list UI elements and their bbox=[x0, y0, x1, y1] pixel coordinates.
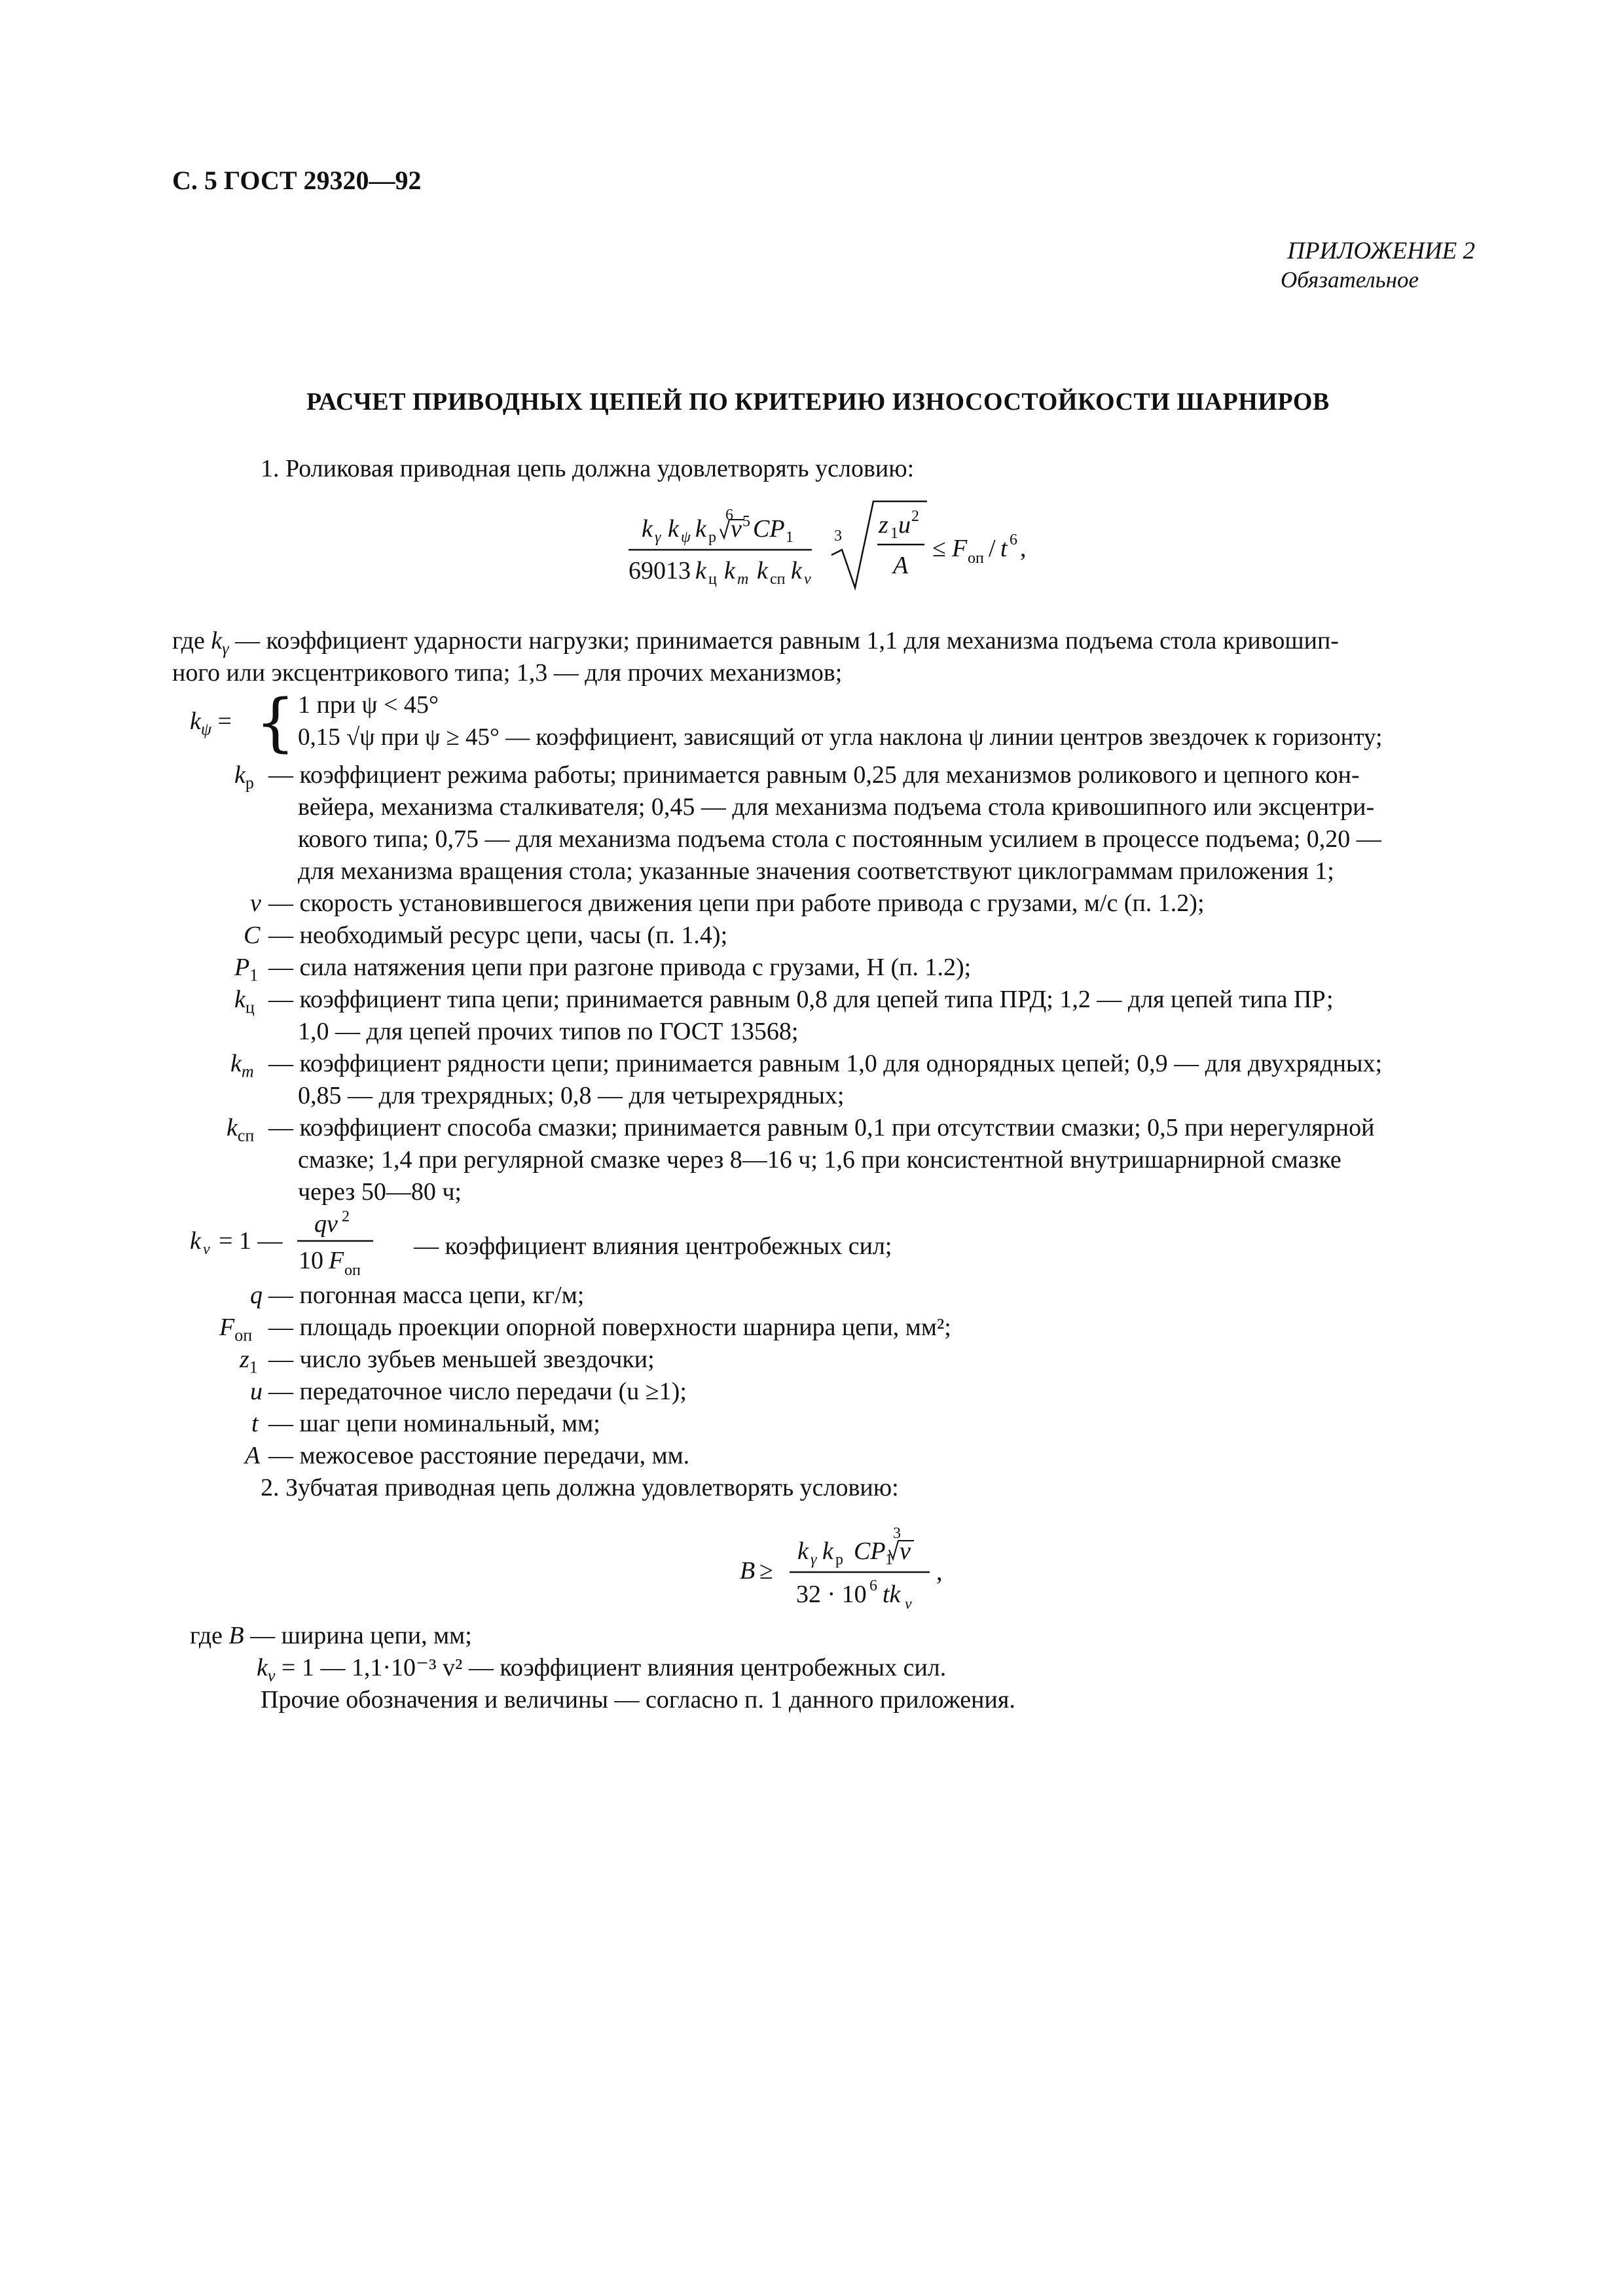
appendix-status: Обязательное bbox=[1281, 267, 1419, 293]
svg-text:≤: ≤ bbox=[932, 535, 946, 562]
svg-text:6: 6 bbox=[869, 1577, 877, 1594]
symbol-k-ts: $k_ц$ bbox=[234, 986, 255, 1017]
svg-text:k: k bbox=[695, 515, 706, 543]
svg-text:z: z bbox=[879, 511, 888, 539]
svg-text:k: k bbox=[668, 515, 679, 543]
svg-text:/: / bbox=[989, 535, 996, 562]
svg-text:69013: 69013 bbox=[629, 557, 691, 584]
k-m-desc-2: 0,85 — для трехрядных; 0,8 — для четырехрядных; bbox=[298, 1082, 845, 1109]
document-title: РАСЧЕТ ПРИВОДНЫХ ЦЕПЕЙ ПО КРИТЕРИЮ ИЗНОСОСТОЙКОСТИ ШАРНИРОВ bbox=[306, 388, 1330, 416]
section1-intro: 1. Роликовая приводная цепь должна удовлетворять условию: bbox=[261, 455, 915, 482]
svg-text:k: k bbox=[695, 557, 706, 584]
where-label-2: где bbox=[190, 1622, 223, 1649]
svg-text:qv: qv bbox=[314, 1210, 338, 1238]
svg-text:v: v bbox=[804, 571, 811, 588]
t-desc: — шаг цепи номинальный, мм; bbox=[268, 1410, 600, 1437]
k-sp-desc-2: смазке; 1,4 при регулярной смазке через 8—16 ч; 1,6 при консистентной внутришарнирной смазке bbox=[298, 1146, 1341, 1174]
svg-text:k: k bbox=[791, 557, 802, 584]
svg-text:р: р bbox=[708, 529, 716, 546]
symbol-u: u bbox=[250, 1378, 263, 1405]
symbol-k-p: $k_р$ bbox=[234, 761, 254, 793]
svg-text:6: 6 bbox=[1010, 531, 1017, 548]
formula-2 bbox=[740, 1518, 976, 1617]
symbol-F-op: $F_{оп}$ bbox=[219, 1314, 253, 1345]
symbol-P1: $P_1$ bbox=[234, 954, 259, 985]
k-sp-desc-3: через 50—80 ч; bbox=[298, 1178, 462, 1206]
svg-text:k: k bbox=[797, 1537, 809, 1565]
svg-text:k: k bbox=[757, 557, 768, 584]
v-desc: — скорость установившегося движения цепи при работе привода с грузами, м/с (п. 1.2); bbox=[268, 889, 1205, 917]
svg-text:р: р bbox=[835, 1551, 843, 1568]
k-p-desc-2: вейера, механизма сталкивателя; 0,45 — для механизма подъема стола кривошипного или эксцентри- bbox=[298, 793, 1375, 821]
k-gamma-desc-1: — коэффициент ударности нагрузки; принимается равным 1,1 для механизма подъема стола кривошип- bbox=[235, 627, 1339, 655]
k-gamma-desc-2: ного или эксцентрикового типа; 1,3 — для прочих механизмов; bbox=[172, 659, 843, 687]
brace-icon: { bbox=[255, 686, 296, 759]
svg-text:ψ: ψ bbox=[681, 529, 691, 546]
svg-text:6: 6 bbox=[725, 507, 733, 524]
svg-text:32 · 10: 32 · 10 bbox=[796, 1581, 867, 1608]
symbol-k-m: $k_m$ bbox=[230, 1050, 254, 1081]
svg-text:,: , bbox=[936, 1558, 943, 1586]
svg-text:оп: оп bbox=[344, 1262, 361, 1279]
symbol-v: v bbox=[250, 889, 261, 917]
symbol-q: q bbox=[250, 1282, 263, 1309]
svg-text:F: F bbox=[952, 535, 968, 562]
where-B bbox=[190, 1620, 472, 1652]
svg-text:3: 3 bbox=[834, 528, 842, 545]
svg-text:k: k bbox=[822, 1537, 833, 1565]
B-desc: — ширина цепи, мм; bbox=[250, 1622, 472, 1649]
svg-text:1: 1 bbox=[890, 525, 898, 542]
svg-text:= 1 —: = 1 — bbox=[219, 1227, 283, 1255]
svg-text:u: u bbox=[898, 511, 911, 539]
svg-text:γ: γ bbox=[655, 529, 661, 546]
svg-text:γ: γ bbox=[811, 1551, 817, 1568]
svg-text:сп: сп bbox=[770, 571, 786, 588]
svg-text:m: m bbox=[737, 571, 749, 588]
symbol-t: t bbox=[251, 1410, 259, 1437]
symbol-B: B bbox=[228, 1622, 244, 1649]
svg-text:k: k bbox=[642, 515, 653, 543]
k-psi-case-2: 0,15 √ψ при ψ ≥ 45° — коэффициент, зависящий от угла наклона ψ линии центров звездочек к горизонту; bbox=[298, 724, 1383, 751]
k-psi-case-1: 1 при ψ < 45° bbox=[298, 691, 439, 719]
svg-text:2: 2 bbox=[911, 508, 919, 525]
k-v-desc: — коэффициент влияния центробежных сил; bbox=[414, 1232, 892, 1260]
k-v-formula bbox=[190, 1203, 412, 1282]
k-p-desc-3: кового типа; 0,75 — для механизма подъема стола с постоянным усилием в процессе подъема; 0,20 — bbox=[298, 825, 1381, 853]
svg-text:2: 2 bbox=[342, 1208, 350, 1225]
k-sp-desc-1: — коэффициент способа смазки; принимается равным 0,1 при отсутствии смазки; 0,5 при нерегулярной bbox=[268, 1114, 1375, 1141]
section2-note: Прочие обозначения и величины — согласно п. 1 данного приложения. bbox=[261, 1686, 1015, 1713]
svg-text:k: k bbox=[190, 1227, 201, 1255]
svg-text:k: k bbox=[724, 557, 735, 584]
C-desc: — необходимый ресурс цепи, часы (п. 1.4); bbox=[268, 922, 728, 949]
page-reference: С. 5 ГОСТ 29320—92 bbox=[172, 166, 422, 195]
k-p-desc-1: — коэффициент режима работы; принимается равным 0,25 для механизмов роликового и цепного кон- bbox=[268, 761, 1360, 789]
svg-text:1: 1 bbox=[885, 1551, 893, 1568]
where-label: где bbox=[172, 627, 205, 655]
svg-text:ц: ц bbox=[708, 571, 717, 588]
k-m-desc-1: — коэффициент рядности цепи; принимается равным 1,0 для однорядных цепей; 0,9 — для двухрядных; bbox=[268, 1050, 1383, 1077]
svg-text:A: A bbox=[893, 552, 909, 579]
svg-text:tk: tk bbox=[883, 1581, 901, 1608]
svg-text:v: v bbox=[203, 1241, 210, 1258]
svg-text:F: F bbox=[329, 1247, 344, 1274]
symbol-k-psi: $k_\psi$ = bbox=[190, 708, 232, 739]
svg-text:10: 10 bbox=[299, 1247, 323, 1274]
symbol-C: C bbox=[244, 922, 261, 949]
formula-1 bbox=[622, 490, 1080, 607]
symbol-z1: $z_1$ bbox=[240, 1346, 258, 1377]
svg-text:5: 5 bbox=[742, 513, 750, 530]
svg-text:оп: оп bbox=[968, 550, 984, 567]
k-v-desc-2: — коэффициент влияния центробежных сил. bbox=[468, 1654, 947, 1681]
svg-text:t: t bbox=[1000, 535, 1008, 562]
svg-text:,: , bbox=[1020, 535, 1027, 562]
q-desc: — погонная масса цепи, кг/м; bbox=[268, 1282, 585, 1309]
symbol-k-gamma: $k_\gamma$ bbox=[211, 627, 229, 658]
svg-text:3: 3 bbox=[893, 1525, 901, 1542]
F-op-desc: — площадь проекции опорной поверхности шарнира цепи, мм²; bbox=[268, 1314, 951, 1341]
svg-text:1: 1 bbox=[786, 529, 793, 546]
k-p-desc-4: для механизма вращения стола; указанные значения соответствуют циклограммам приложения 1; bbox=[298, 857, 1334, 885]
u-desc: — передаточное число передачи (u ≥1); bbox=[268, 1378, 687, 1405]
k-v-formula-2: = 1 — 1,1·10⁻³ v² bbox=[281, 1654, 463, 1681]
section2-intro: 2. Зубчатая приводная цепь должна удовлетворять условию: bbox=[261, 1474, 899, 1501]
svg-text:v: v bbox=[905, 1596, 912, 1613]
svg-text:≥: ≥ bbox=[759, 1557, 773, 1585]
svg-text:v: v bbox=[731, 515, 742, 543]
k-ts-desc-1: — коэффициент типа цепи; принимается равным 0,8 для цепей типа ПРД; 1,2 — для цепей типа ПР; bbox=[268, 986, 1334, 1013]
A-desc: — межосевое расстояние передачи, мм. bbox=[268, 1442, 690, 1469]
symbol-k-sp: $k_{сп}$ bbox=[227, 1114, 255, 1145]
svg-text:B: B bbox=[740, 1557, 756, 1585]
svg-text:v: v bbox=[900, 1537, 911, 1565]
svg-text:CP: CP bbox=[854, 1537, 886, 1565]
k-ts-desc-2: 1,0 — для цепей прочих типов по ГОСТ 13568; bbox=[298, 1018, 799, 1045]
appendix-title: ПРИЛОЖЕНИЕ 2 bbox=[1287, 238, 1475, 264]
P1-desc: — сила натяжения цепи при разгоне привода с грузами, Н (п. 1.2); bbox=[268, 954, 972, 981]
svg-text:CP: CP bbox=[753, 515, 785, 543]
z1-desc: — число зубьев меньшей звездочки; bbox=[268, 1346, 655, 1373]
symbol-A: A bbox=[245, 1442, 261, 1469]
symbol-k-v-2: $k_v$ bbox=[257, 1654, 276, 1685]
